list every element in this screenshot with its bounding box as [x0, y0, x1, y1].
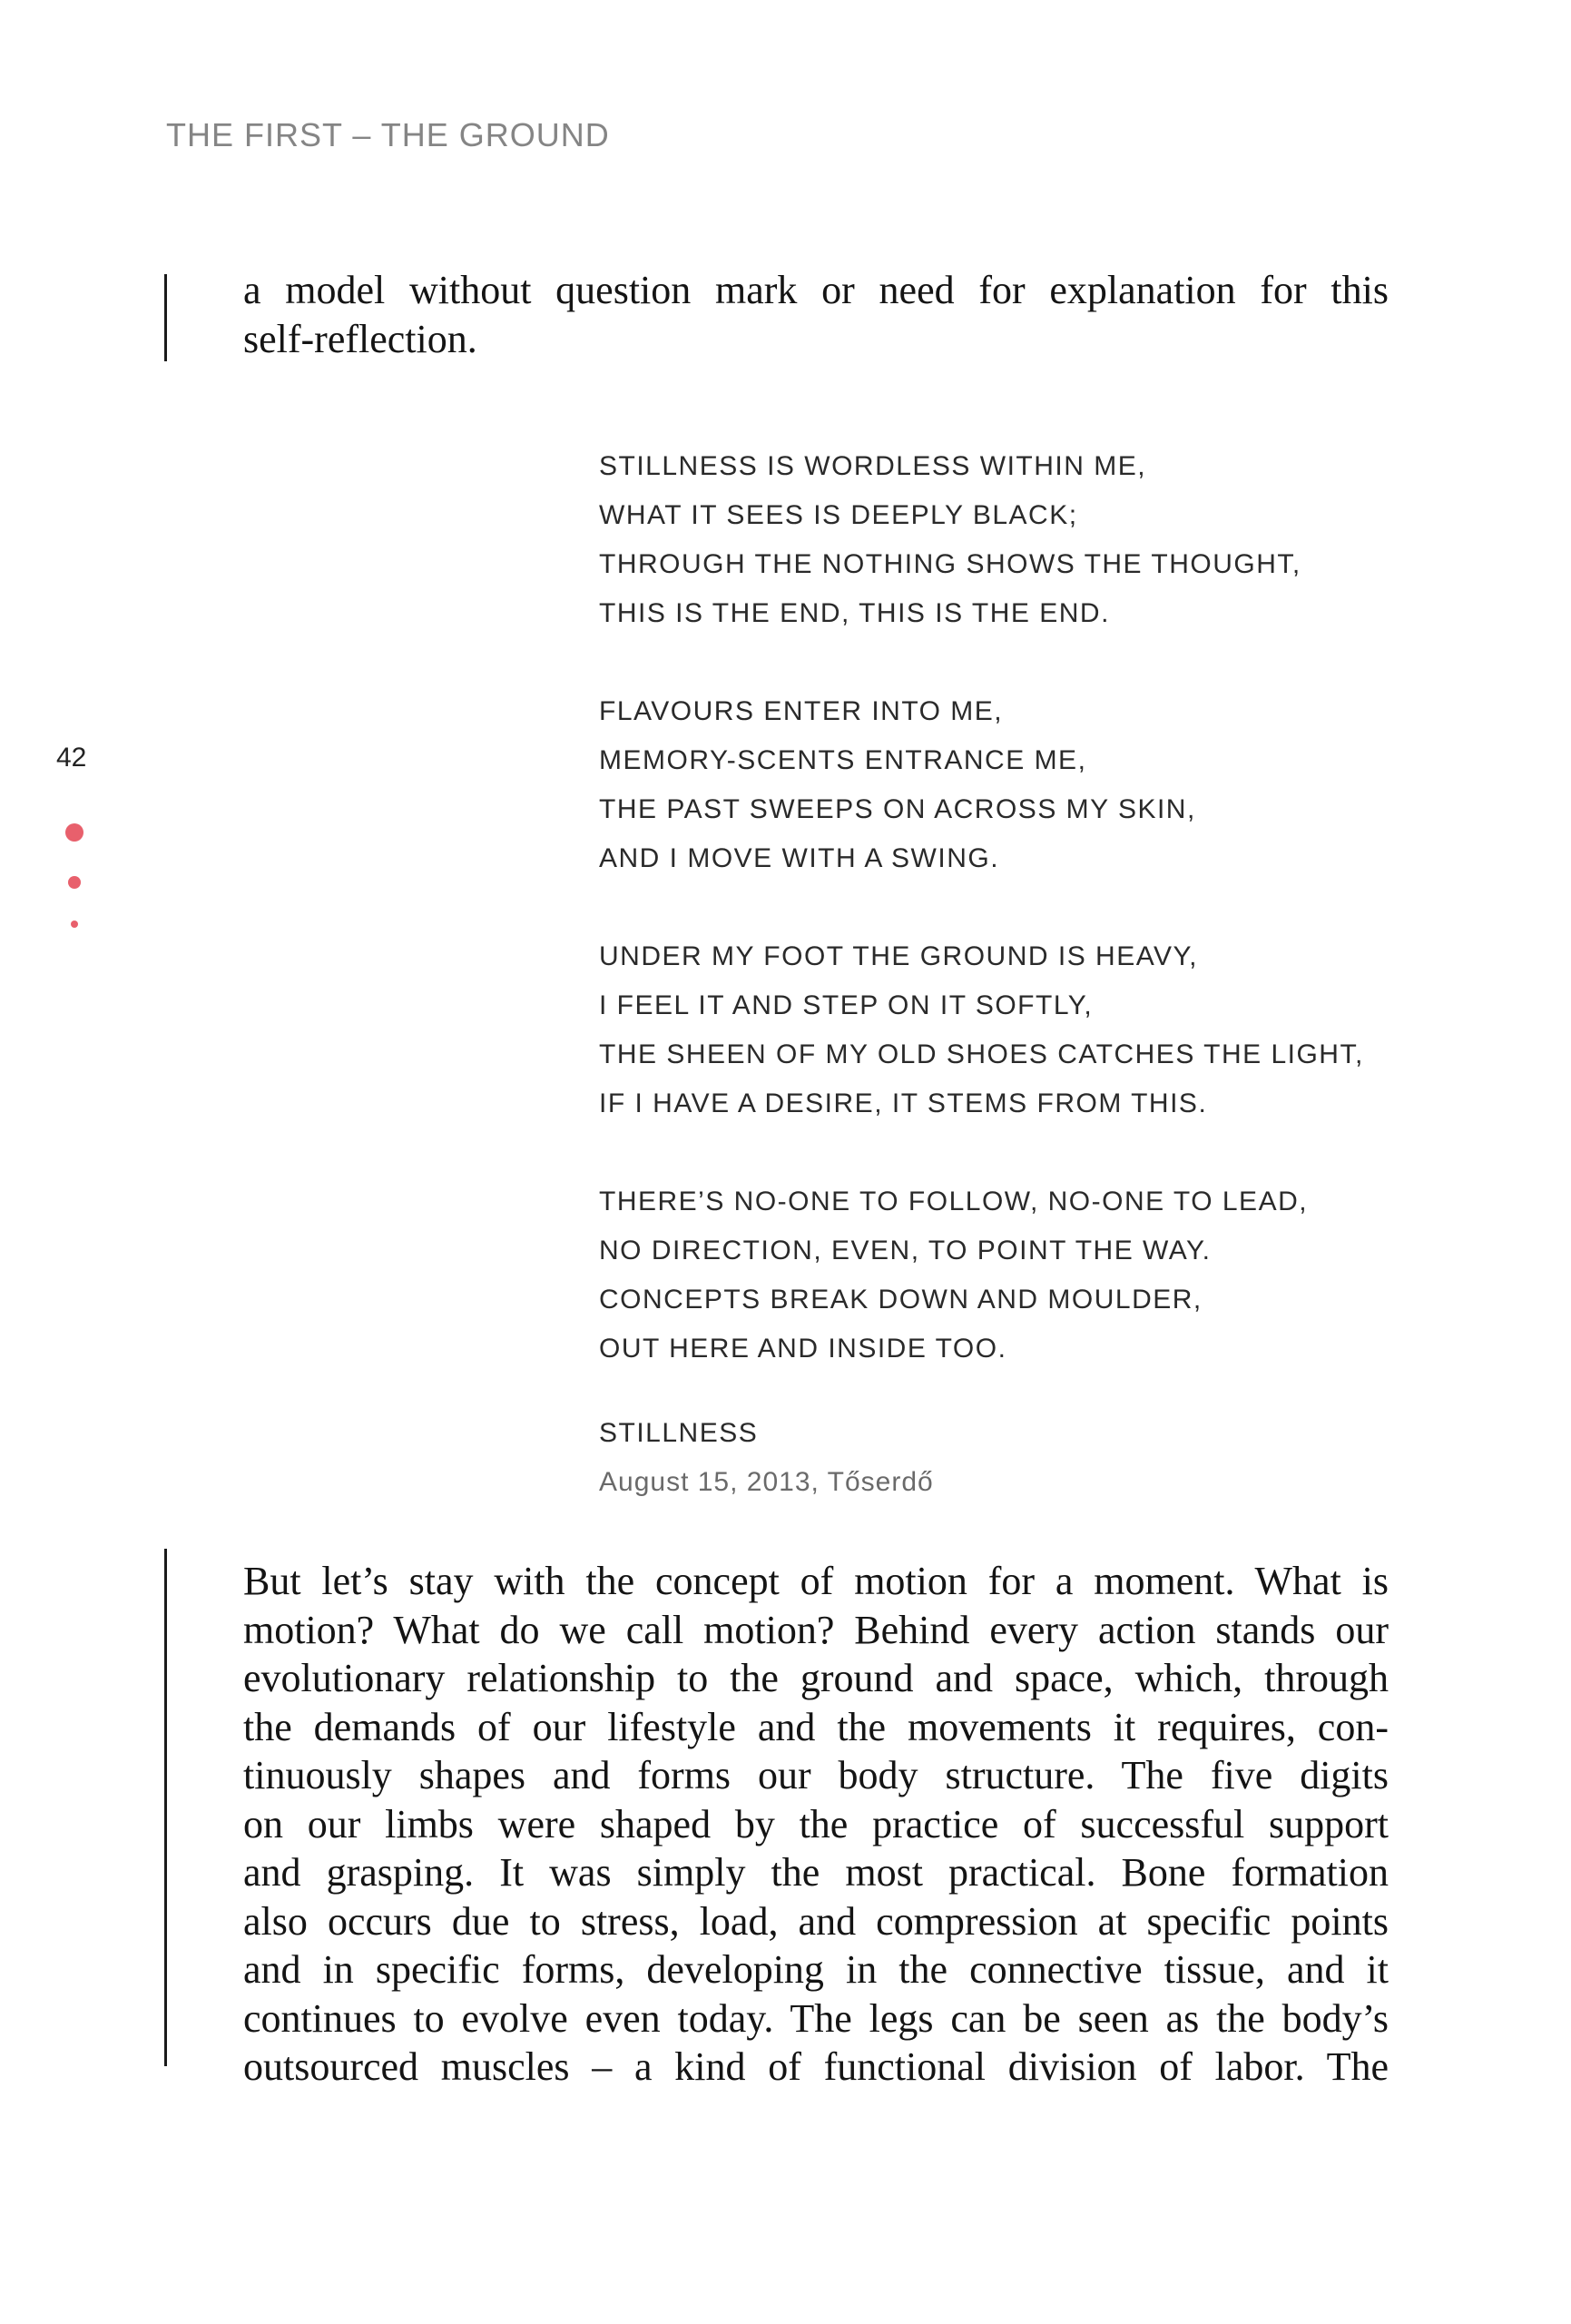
verse-line: THE PAST SWEEPS ON ACROSS MY SKIN, [599, 794, 1196, 824]
verse-line: STILLNESS IS WORDLESS WITHIN ME, [599, 451, 1147, 481]
text-line: and grasping. It was simply the most practical. Bone formation [243, 1850, 1389, 1895]
poem-stanza [599, 1177, 1364, 1374]
text-line: continues to evolve even today. The legs can be seen as the body’s [243, 1995, 1389, 2041]
poem-stanza [599, 687, 1364, 883]
verse-line: MEMORY-SCENTS ENTRANCE ME, [599, 745, 1087, 775]
text-line: motion? What do we call motion? Behind every action stands our [243, 1607, 1389, 1652]
body-paragraph [243, 1557, 1389, 2092]
poem [599, 442, 1364, 1423]
text-line: also occurs due to stress, load, and compression at specific points [243, 1898, 1389, 1944]
poem-date-place: August 15, 2013, Tőserdő [599, 1467, 934, 1497]
verse-line: OUT HERE AND INSIDE TOO. [599, 1334, 1007, 1364]
verse-line: THERE’S NO-ONE TO FOLLOW, NO-ONE TO LEAD, [599, 1187, 1309, 1216]
text-line: self-reflection. [243, 316, 477, 361]
verse-line: THROUGH THE NOTHING SHOWS THE THOUGHT, [599, 549, 1301, 579]
running-head: THE FIRST – THE GROUND [166, 116, 610, 153]
verse-line: UNDER MY FOOT THE GROUND IS HEAVY, [599, 941, 1198, 971]
poem-stanza [599, 932, 1364, 1128]
poem-attribution [599, 1409, 934, 1507]
paragraph-continuation [243, 266, 1389, 363]
margin-rule-top [164, 274, 167, 361]
margin-rule-bottom [164, 1549, 167, 2066]
text-line: But let’s stay with the concept of motion for a moment. What is [243, 1559, 1389, 1603]
verse-line: THE SHEEN OF MY OLD SHOES CATCHES THE LIGHT, [599, 1039, 1364, 1069]
poem-title: STILLNESS [599, 1418, 759, 1448]
verse-line: FLAVOURS ENTER INTO ME, [599, 696, 1004, 726]
verse-line: CONCEPTS BREAK DOWN AND MOULDER, [599, 1285, 1203, 1315]
text-line: a model without question mark or need for explanation for this [243, 268, 1389, 312]
poem-stanza [599, 442, 1364, 638]
page-number: 42 [56, 743, 87, 773]
text-line: and in specific forms, developing in the connective tissue, and it [243, 1947, 1389, 1992]
text-line: evolutionary relationship to the ground and space, which, through [243, 1656, 1389, 1700]
decorative-dot-small [71, 921, 78, 928]
text-line: the demands of our lifestyle and the movements it requires, con- [243, 1704, 1389, 1749]
verse-line: WHAT IT SEES IS DEEPLY BLACK; [599, 500, 1078, 530]
verse-line: I FEEL IT AND STEP ON IT SOFTLY, [599, 990, 1094, 1020]
verse-line: THIS IS THE END, THIS IS THE END. [599, 598, 1110, 628]
text-line: outsourced muscles – a kind of functional division of labor. The [243, 2044, 1389, 2089]
text-line: tinuously shapes and forms our body structure. The five digits [243, 1753, 1389, 1797]
text-line: on our limbs were shaped by the practice of successful support [243, 1801, 1389, 1846]
verse-line: AND I MOVE WITH A SWING. [599, 843, 1000, 873]
verse-line: IF I HAVE A DESIRE, IT STEMS FROM THIS. [599, 1088, 1208, 1118]
decorative-dot-large [65, 823, 83, 842]
verse-line: NO DIRECTION, EVEN, TO POINT THE WAY. [599, 1236, 1212, 1265]
decorative-dot-medium [68, 876, 81, 889]
